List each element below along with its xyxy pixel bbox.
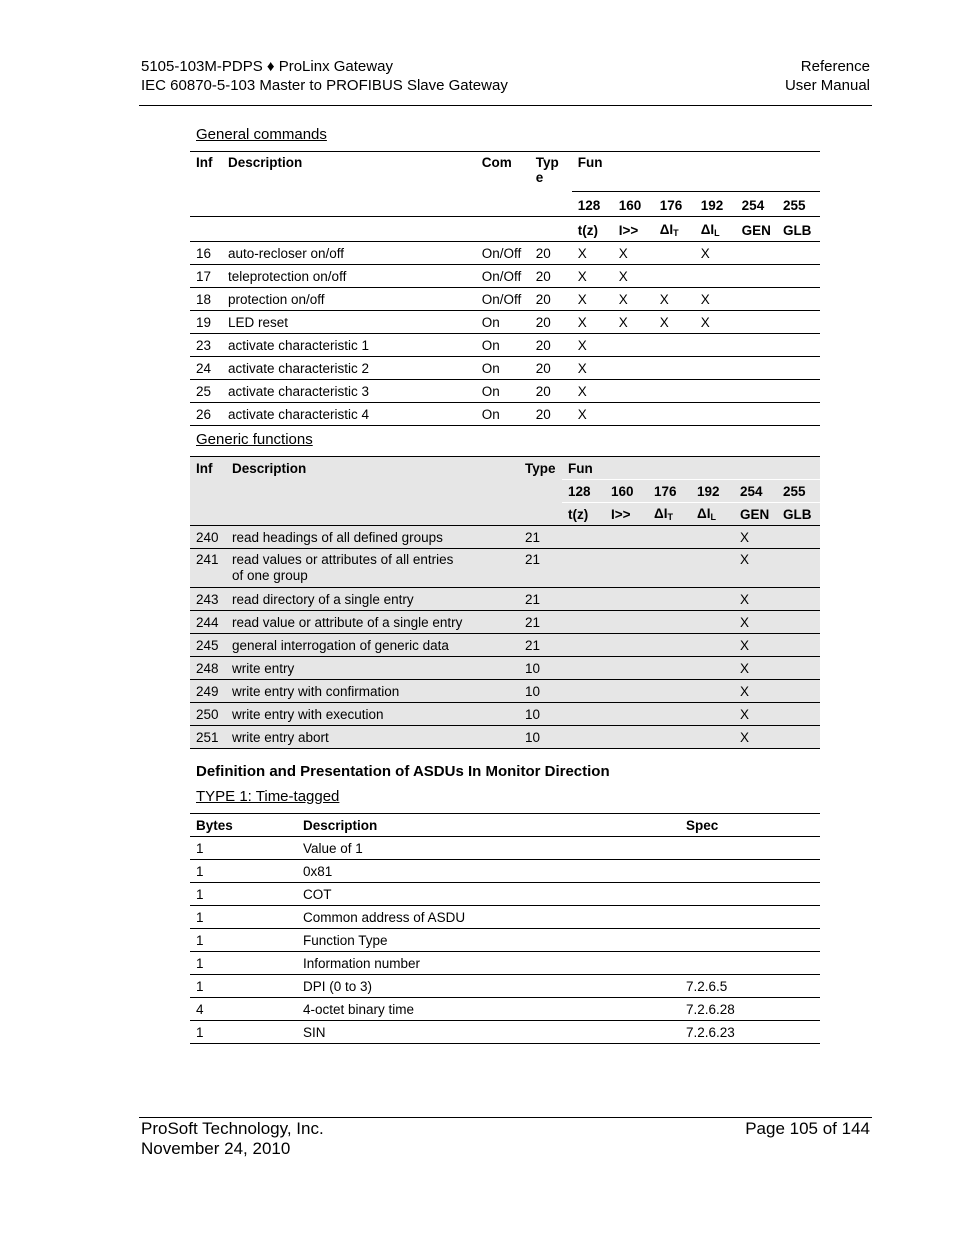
cell-mark: X — [734, 680, 777, 703]
cell-mark — [648, 588, 691, 611]
cell-mark — [777, 680, 820, 703]
cell-mark — [777, 311, 820, 334]
table-row — [190, 929, 820, 952]
cell-mark — [691, 634, 734, 657]
cell-mark — [654, 265, 695, 288]
cell-mark: X — [695, 311, 736, 334]
cell-bytes: 1 — [190, 860, 297, 883]
cell-mark: X — [572, 334, 613, 357]
cell-mark: X — [734, 703, 777, 726]
cell-inf: 24 — [190, 357, 222, 380]
cell-mark: X — [613, 265, 654, 288]
cell-description: 0x81 — [297, 860, 680, 883]
cell-description — [226, 611, 519, 634]
fun-code-header: 254 — [734, 480, 777, 503]
header-right — [785, 57, 870, 95]
cell-mark — [736, 334, 777, 357]
table-row — [190, 311, 820, 334]
t1-header-bytes: Bytes — [190, 814, 297, 837]
header-doc-type: User Manual — [784, 77, 870, 94]
table-row — [190, 883, 820, 906]
cell-inf: 249 — [190, 680, 226, 703]
gc-header-description: Description — [227, 155, 303, 170]
cell-com: On — [476, 311, 530, 334]
description-line: write entry with confirmation — [232, 683, 400, 699]
cell-com: On — [476, 403, 530, 426]
cell-mark: X — [734, 588, 777, 611]
cell-spec — [680, 837, 820, 860]
cell-bytes: 1 — [190, 837, 297, 860]
fun-code-header: 254 — [736, 192, 777, 217]
cell-spec — [680, 929, 820, 952]
cell-mark: X — [695, 288, 736, 311]
cell-mark — [695, 265, 736, 288]
table-row — [190, 265, 820, 288]
cell-description: auto-recloser on/off — [222, 242, 476, 265]
cell-mark — [777, 726, 820, 749]
description-line: read values or attributes of all entries — [232, 552, 454, 567]
footer-divider — [139, 1117, 872, 1118]
table-row — [190, 588, 820, 611]
monitor-direction-heading: Definition and Presentation of ASDUs In Monitor Direction — [196, 763, 610, 780]
table-row — [190, 680, 820, 703]
gf-header-description: Description — [232, 460, 307, 476]
cell-mark — [777, 657, 820, 680]
cell-bytes: 1 — [190, 883, 297, 906]
cell-mark — [613, 380, 654, 403]
cell-mark — [736, 311, 777, 334]
cell-type: 21 — [519, 634, 562, 657]
cell-description: SIN — [297, 1021, 680, 1044]
fun-label-header — [777, 217, 820, 242]
cell-mark: X — [572, 265, 613, 288]
cell-description: protection on/off — [222, 288, 476, 311]
gc-header-fun: Fun — [577, 155, 603, 170]
cell-mark — [654, 380, 695, 403]
fun-code-header: 192 — [691, 480, 734, 503]
cell-mark — [648, 657, 691, 680]
cell-type: 10 — [519, 703, 562, 726]
table-row — [190, 288, 820, 311]
cell-mark — [605, 611, 648, 634]
cell-mark — [691, 703, 734, 726]
cell-mark — [695, 334, 736, 357]
cell-com: On/Off — [476, 288, 530, 311]
fun-code-header: 160 — [605, 480, 648, 503]
cell-inf: 250 — [190, 703, 226, 726]
type1-table — [190, 813, 820, 1044]
table-row — [190, 634, 820, 657]
fun-code-header: 128 — [572, 192, 613, 217]
cell-description — [226, 588, 519, 611]
cell-mark — [605, 680, 648, 703]
cell-spec: 7.2.6.28 — [680, 998, 820, 1021]
generic-functions-title: Generic functions — [196, 431, 313, 448]
cell-type: 20 — [530, 288, 572, 311]
t1-header-spec: Spec — [680, 814, 820, 837]
gc-header-inf: Inf — [196, 155, 213, 170]
cell-inf: 248 — [190, 657, 226, 680]
cell-mark — [562, 726, 605, 749]
table-row — [190, 860, 820, 883]
cell-description: activate characteristic 1 — [222, 334, 476, 357]
header-product: 5105-103M-PDPS ♦ ProLinx Gateway — [141, 58, 393, 75]
cell-type: 10 — [519, 657, 562, 680]
cell-mark: X — [613, 311, 654, 334]
cell-mark — [736, 357, 777, 380]
gf-header-type: Type — [525, 460, 556, 476]
cell-description — [226, 680, 519, 703]
cell-mark: X — [695, 242, 736, 265]
cell-type: 10 — [519, 680, 562, 703]
cell-mark — [562, 526, 605, 549]
footer-page: Page 105 of 144 — [745, 1119, 870, 1138]
table-row — [190, 1021, 820, 1044]
gf-header-fun: Fun — [568, 460, 593, 476]
cell-mark — [648, 611, 691, 634]
cell-spec: 7.2.6.23 — [680, 1021, 820, 1044]
cell-mark — [654, 403, 695, 426]
cell-mark: X — [734, 634, 777, 657]
cell-spec: 7.2.6.5 — [680, 975, 820, 998]
cell-com: On/Off — [476, 265, 530, 288]
table-row — [190, 242, 820, 265]
fun-label-subscript: T — [667, 512, 673, 522]
cell-inf: 23 — [190, 334, 222, 357]
cell-mark — [605, 526, 648, 549]
cell-mark: X — [654, 311, 695, 334]
cell-spec — [680, 906, 820, 929]
cell-description — [226, 703, 519, 726]
gc-header-com: Com — [481, 155, 512, 170]
cell-description: Common address of ASDU — [297, 906, 680, 929]
cell-mark — [736, 380, 777, 403]
cell-mark — [777, 588, 820, 611]
table-row — [190, 526, 820, 549]
cell-mark — [777, 634, 820, 657]
cell-mark — [605, 549, 648, 588]
cell-mark — [777, 703, 820, 726]
cell-mark — [648, 680, 691, 703]
description-line: read directory of a single entry — [232, 591, 414, 607]
cell-mark: X — [572, 357, 613, 380]
cell-bytes: 1 — [190, 952, 297, 975]
footer-date: November 24, 2010 — [141, 1139, 291, 1158]
cell-description — [226, 657, 519, 680]
cell-type: 20 — [530, 403, 572, 426]
cell-description — [226, 634, 519, 657]
cell-inf: 25 — [190, 380, 222, 403]
cell-description: activate characteristic 2 — [222, 357, 476, 380]
fun-label-header — [695, 217, 736, 242]
cell-spec — [680, 952, 820, 975]
table-row — [190, 657, 820, 680]
description-line: read value or attribute of a single entry — [232, 614, 463, 630]
cell-mark: X — [734, 526, 777, 549]
type1-title: TYPE 1: Time-tagged — [196, 788, 340, 805]
table-row — [190, 380, 820, 403]
header-section: Reference — [800, 58, 870, 75]
cell-mark — [562, 549, 605, 588]
cell-com: On — [476, 334, 530, 357]
cell-mark: X — [572, 242, 613, 265]
cell-mark: X — [572, 311, 613, 334]
cell-mark — [605, 588, 648, 611]
fun-label-text: I>> — [618, 222, 639, 238]
cell-inf: 18 — [190, 288, 222, 311]
fun-label-text: ΔI — [654, 506, 668, 521]
cell-description: Function Type — [297, 929, 680, 952]
table-row — [190, 403, 820, 426]
table-row — [190, 837, 820, 860]
cell-mark: X — [734, 726, 777, 749]
footer-company: ProSoft Technology, Inc. — [141, 1119, 324, 1138]
cell-description: Value of 1 — [297, 837, 680, 860]
cell-description: activate characteristic 3 — [222, 380, 476, 403]
cell-inf: 243 — [190, 588, 226, 611]
cell-mark — [648, 526, 691, 549]
cell-mark — [562, 703, 605, 726]
cell-mark — [605, 703, 648, 726]
cell-type: 20 — [530, 242, 572, 265]
fun-code-header: 128 — [562, 480, 605, 503]
fun-label-subscript: T — [673, 228, 679, 238]
cell-type: 20 — [530, 334, 572, 357]
fun-label-header — [734, 503, 777, 526]
cell-mark — [605, 657, 648, 680]
cell-mark — [562, 680, 605, 703]
cell-mark — [562, 634, 605, 657]
fun-code-header: 255 — [777, 480, 820, 503]
cell-inf: 251 — [190, 726, 226, 749]
cell-mark — [691, 680, 734, 703]
cell-mark: X — [734, 657, 777, 680]
table-row — [190, 975, 820, 998]
cell-mark — [777, 288, 820, 311]
cell-inf: 16 — [190, 242, 222, 265]
cell-type: 21 — [519, 611, 562, 634]
cell-type: 20 — [530, 357, 572, 380]
cell-description: 4-octet binary time — [297, 998, 680, 1021]
cell-mark: X — [613, 242, 654, 265]
description-line: write entry — [232, 660, 295, 676]
cell-mark — [691, 588, 734, 611]
cell-mark — [654, 334, 695, 357]
fun-label-subscript: L — [714, 228, 720, 238]
gf-header-inf: Inf — [196, 460, 213, 476]
cell-mark — [777, 549, 820, 588]
footer-right — [745, 1119, 870, 1139]
cell-bytes: 1 — [190, 929, 297, 952]
table-row — [190, 549, 820, 588]
fun-code-header: 176 — [654, 192, 695, 217]
cell-mark — [777, 380, 820, 403]
cell-mark — [654, 357, 695, 380]
cell-mark — [691, 526, 734, 549]
cell-mark — [654, 242, 695, 265]
t1-header-description: Description — [297, 814, 680, 837]
fun-label-text: ΔI — [697, 506, 711, 521]
cell-mark — [691, 611, 734, 634]
table-row — [190, 726, 820, 749]
cell-mark — [648, 634, 691, 657]
cell-mark — [777, 611, 820, 634]
cell-type: 20 — [530, 311, 572, 334]
cell-mark — [695, 403, 736, 426]
general-commands-title: General commands — [196, 126, 327, 143]
cell-mark — [777, 265, 820, 288]
cell-bytes: 1 — [190, 1021, 297, 1044]
cell-mark — [613, 334, 654, 357]
cell-mark — [562, 657, 605, 680]
cell-mark: X — [734, 611, 777, 634]
table-row — [190, 611, 820, 634]
cell-description: LED reset — [222, 311, 476, 334]
fun-label-text: GEN — [740, 506, 770, 522]
table-row — [190, 357, 820, 380]
cell-mark — [736, 265, 777, 288]
cell-inf: 26 — [190, 403, 222, 426]
header-subtitle: IEC 60870-5-103 Master to PROFIBUS Slave Gateway — [141, 77, 508, 94]
cell-description: Information number — [297, 952, 680, 975]
cell-inf: 17 — [190, 265, 222, 288]
fun-code-header: 255 — [777, 192, 820, 217]
cell-mark: X — [734, 549, 777, 588]
general-commands-table — [190, 151, 820, 426]
cell-description — [226, 726, 519, 749]
fun-code-header: 192 — [695, 192, 736, 217]
cell-mark: X — [572, 403, 613, 426]
cell-type: 10 — [519, 726, 562, 749]
fun-label-text: ΔI — [659, 222, 674, 237]
cell-mark — [736, 403, 777, 426]
cell-mark — [736, 288, 777, 311]
cell-com: On — [476, 380, 530, 403]
table-row — [190, 334, 820, 357]
fun-label-header — [605, 503, 648, 526]
description-line: write entry abort — [232, 729, 329, 745]
footer-left — [141, 1119, 324, 1159]
cell-mark — [648, 726, 691, 749]
cell-inf: 245 — [190, 634, 226, 657]
cell-mark: X — [572, 380, 613, 403]
cell-inf: 240 — [190, 526, 226, 549]
cell-type: 21 — [519, 588, 562, 611]
cell-mark — [736, 242, 777, 265]
table-row — [190, 952, 820, 975]
cell-description: COT — [297, 883, 680, 906]
cell-mark — [777, 242, 820, 265]
fun-label-text: ΔI — [700, 222, 715, 237]
cell-mark — [562, 588, 605, 611]
description-line: read headings of all defined groups — [232, 529, 443, 545]
table-row — [190, 906, 820, 929]
description-line: general interrogation of generic data — [232, 637, 449, 653]
cell-mark: X — [654, 288, 695, 311]
cell-mark — [691, 726, 734, 749]
cell-mark — [613, 357, 654, 380]
fun-label-header — [736, 217, 777, 242]
fun-code-header: 160 — [613, 192, 654, 217]
header-divider — [139, 105, 872, 106]
cell-mark — [648, 549, 691, 588]
cell-mark — [777, 357, 820, 380]
cell-inf: 19 — [190, 311, 222, 334]
generic-functions-table — [190, 456, 820, 749]
cell-type: 21 — [519, 526, 562, 549]
cell-mark — [777, 403, 820, 426]
cell-description: DPI (0 to 3) — [297, 975, 680, 998]
table-row — [190, 998, 820, 1021]
cell-mark — [562, 611, 605, 634]
cell-bytes: 1 — [190, 906, 297, 929]
cell-mark — [691, 549, 734, 588]
cell-inf: 241 — [190, 549, 226, 588]
cell-inf: 244 — [190, 611, 226, 634]
fun-label-text: I>> — [611, 506, 631, 522]
fun-label-header — [777, 503, 820, 526]
fun-label-header — [648, 503, 691, 526]
fun-label-header — [691, 503, 734, 526]
fun-label-header — [562, 503, 605, 526]
fun-label-subscript: L — [710, 512, 716, 522]
cell-description: teleprotection on/off — [222, 265, 476, 288]
cell-type: 20 — [530, 265, 572, 288]
cell-mark — [691, 657, 734, 680]
cell-mark — [613, 403, 654, 426]
cell-mark: X — [613, 288, 654, 311]
cell-bytes: 1 — [190, 975, 297, 998]
gc-header-type: Typ e — [535, 155, 559, 185]
cell-mark — [777, 334, 820, 357]
cell-com: On — [476, 357, 530, 380]
cell-description — [226, 526, 519, 549]
description-line: write entry with execution — [232, 706, 384, 722]
fun-label-text: GEN — [741, 222, 771, 238]
cell-type: 20 — [530, 380, 572, 403]
cell-description: activate characteristic 4 — [222, 403, 476, 426]
cell-type: 21 — [519, 549, 562, 588]
fun-code-header: 176 — [648, 480, 691, 503]
fun-label-header — [572, 217, 613, 242]
cell-spec — [680, 883, 820, 906]
fun-label-text: GLB — [782, 222, 812, 238]
description-line: of one group — [232, 568, 308, 583]
cell-mark: X — [572, 288, 613, 311]
fun-label-text: t(z) — [568, 506, 589, 522]
cell-mark — [605, 726, 648, 749]
cell-bytes: 4 — [190, 998, 297, 1021]
fun-label-header — [613, 217, 654, 242]
fun-label-text: GLB — [783, 506, 812, 522]
header-left — [141, 57, 508, 95]
cell-mark — [648, 703, 691, 726]
table-row — [190, 703, 820, 726]
cell-spec — [680, 860, 820, 883]
cell-mark — [695, 357, 736, 380]
cell-com: On/Off — [476, 242, 530, 265]
cell-mark — [695, 380, 736, 403]
fun-label-text: t(z) — [577, 222, 598, 238]
cell-mark — [605, 634, 648, 657]
fun-label-header — [654, 217, 695, 242]
cell-mark — [777, 526, 820, 549]
cell-description — [226, 549, 519, 588]
